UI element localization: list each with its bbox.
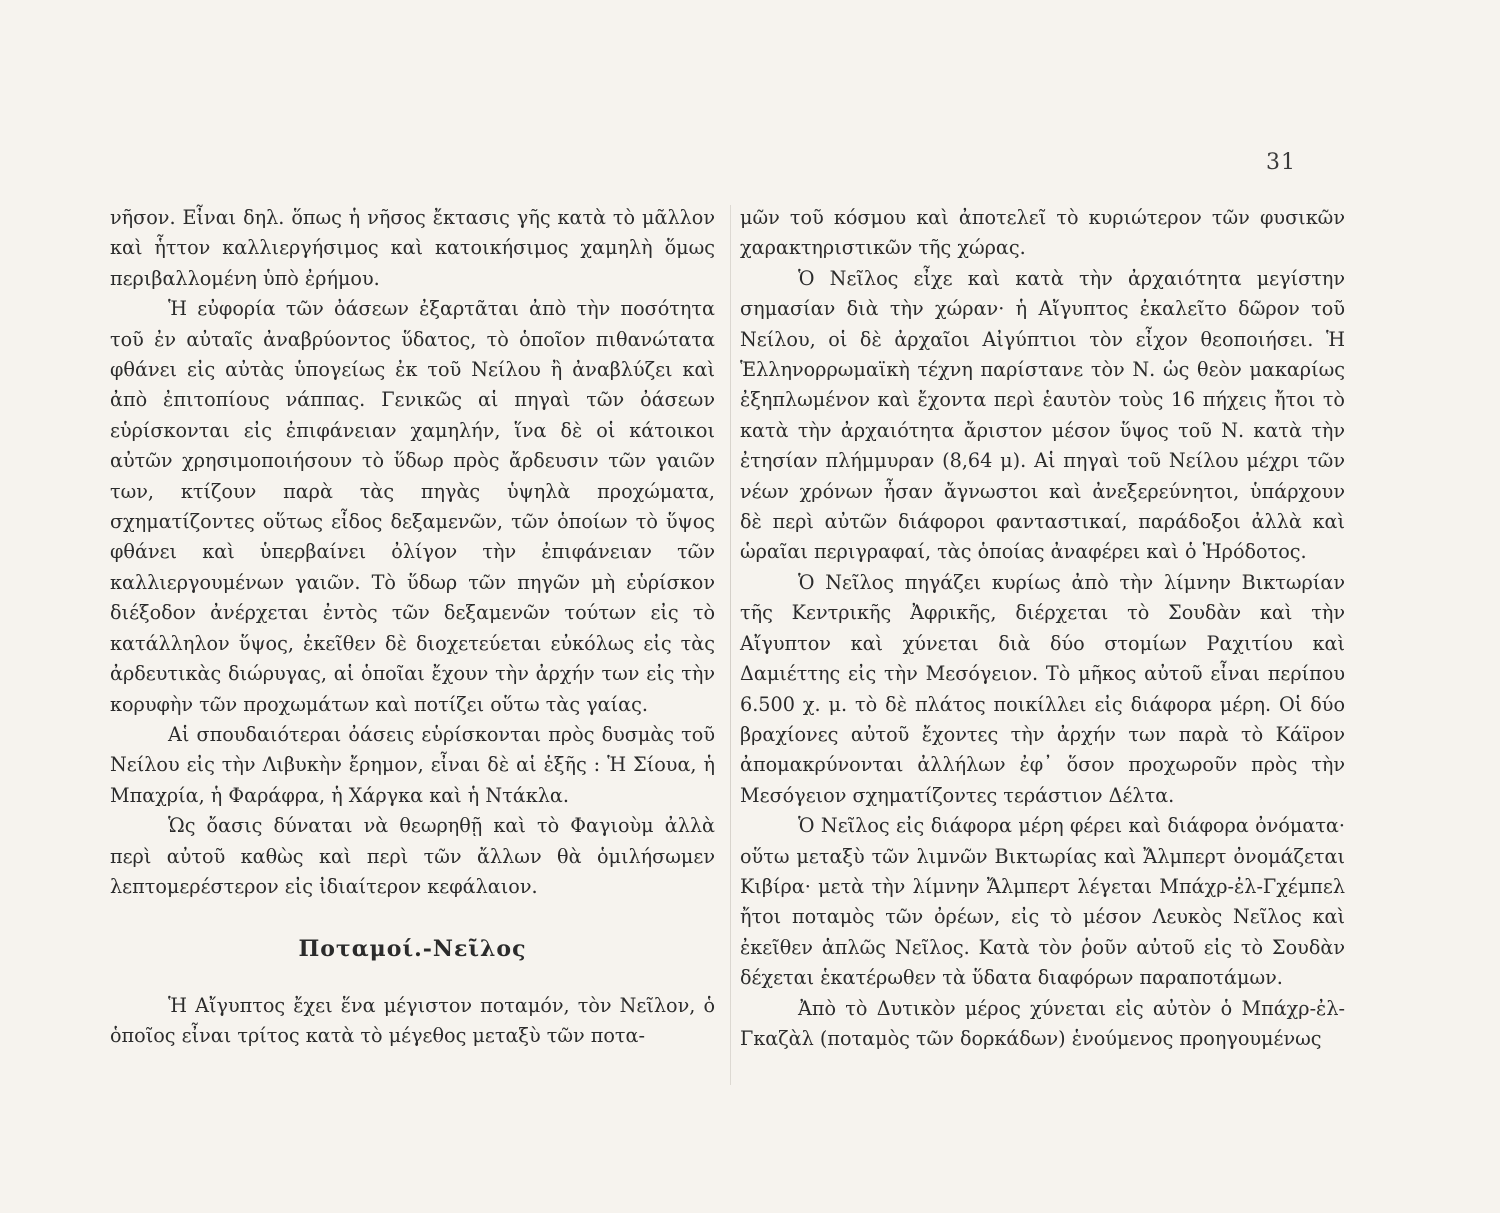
paragraph: Ὁ Νεῖλος πηγάζει κυρίως ἀπὸ τὴν λίμνην Βικτωρίαν τῆς Κεντρικῆς Ἀφρικῆς, διέρχεται τὸ Σουδὰν καὶ τὴν Αἴγυπτον καὶ χύνεται διὰ δύο στομίων Ραχιτίου καὶ Δαμιέττης εἰς τὴν Μεσόγειον. Τὸ μῆκος αὐτοῦ εἶναι περίπου 6.500 χ. μ. τὸ δὲ πλάτος ποικίλλει εἰς διάφορα μέρη. Οἱ δύο βραχίονες αὐτοῦ ἔχοντες τὴν ἀρχήν των παρὰ τὸ Κάϊρον ἀπομακρύνονται ἀλλήλων ἐφ᾽ ὅσον προχωροῦν πρὸς τὴν Μεσόγειον σχηματίζοντες τεράστιον Δέλτα. — [740, 570, 1345, 807]
paragraph: Ὁ Νεῖλος εἶχε καὶ κατὰ τὴν ἀρχαιότητα μεγίστην σημασίαν διὰ τὴν χώραν· ἡ Αἴγυπτος ἐκαλεῖτο δῶρον τοῦ Νείλου, οἱ δὲ ἀρχαῖοι Αἰγύπτιοι τὸν εἶχον θεοποιήσει. Ἡ Ἑλληνορρωμαϊκὴ τέχνη παρίστανε τὸν Ν. ὡς θεὸν μακαρίως ἐξηπλωμένον καὶ ἔχοντα περὶ ἑαυτὸν τοὺς 16 πήχεις ἤτοι τὸ κατὰ τὴν ἀρχαιότητα ἄριστον μέσον ὕψος τοῦ Ν. κατὰ τὴν ἐτησίαν πλήμμυραν (8,64 μ). Αἱ πηγαὶ τοῦ Νείλου μέχρι τῶν νέων χρόνων ἦσαν ἄγνωστοι καὶ ἀνεξερεύνητοι, ὑπάρχουν δὲ περὶ αὐτῶν διάφοροι φανταστικαί, παράδοξοι ἀλλὰ καὶ ὡραῖαι περιγραφαί, τὰς ὁποίας ἀναφέρει καὶ ὁ Ἡρόδοτος. — [740, 266, 1345, 564]
paragraph: Αἱ σπουδαιότεραι ὀάσεις εὑρίσκονται πρὸς δυσμὰς τοῦ Νείλου εἰς τὴν Λιβυκὴν ἔρημον, εἶναι δὲ αἱ ἑξῆς : Ἡ Σίουα, ἡ Μπαχρία, ἡ Φαράφρα, ἡ Χάργκα καὶ ἡ Ντάκλα. — [110, 722, 715, 807]
section-heading: Ποταμοί.-Νεῖλος — [298, 936, 527, 963]
paragraph: Ἡ εὐφορία τῶν ὀάσεων ἐξαρτᾶται ἀπὸ τὴν ποσότητα τοῦ ἐν αὐταῖς ἀναβρύοντος ὕδατος, τὸ ὁποῖον πιθανώτατα φθάνει εἰς αὐτὰς ὑπογείως ἐκ τοῦ Νείλου ἢ ἀναβλύζει καὶ ἀπὸ ἐπιτοπίους νάππας. Γενικῶς αἱ πηγαὶ τῶν ὀάσεων εὑρίσκονται εἰς ἐπιφάνειαν χαμηλήν, ἵνα δὲ οἱ κάτοικοι αὐτῶν χρησιμοποιήσουν τὸ ὕδωρ πρὸς ἄρδευσιν τῶν γαιῶν των, κτίζουν παρὰ τὰς πηγὰς ὑψηλὰ προχώματα, σχηματίζοντες οὕτως εἶδος δεξαμενῶν, τῶν ὁποίων τὸ ὕψος φθάνει καὶ ὑπερβαίνει ὀλίγον τὴν ἐπιφάνειαν τῶν καλλιεργουμένων γαιῶν. Τὸ ὕδωρ τῶν πηγῶν μὴ εὑρίσκον διέξοδον ἀνέρχεται ἐντὸς τῶν δεξαμενῶν τούτων εἰς τὸ κατάλληλον ὕψος, ἐκεῖθεν δὲ διοχετεύεται εὐκόλως εἰς τὰς ἀρδευτικὰς διώρυγας, αἱ ὁποῖαι ἔχουν τὴν ἀρχήν των εἰς τὴν κορυφὴν τῶν προχωμάτων καὶ ποτίζει οὕτω τὰς γαίας. — [110, 297, 715, 716]
left-column — [110, 203, 715, 1052]
paragraph: μῶν τοῦ κόσμου καὶ ἀποτελεῖ τὸ κυριώτερον τῶν φυσικῶν χαρακτηριστικῶν τῆς χώρας. — [740, 206, 1345, 260]
paragraph: Ὁ Νεῖλος εἰς διάφορα μέρη φέρει καὶ διάφορα ὀνόματα· οὕτω μεταξὺ τῶν λιμνῶν Βικτωρίας καὶ Ἄλμπερτ ὀνομάζεται Κιβίρα· μετὰ τὴν λίμνην Ἄλμπερτ λέγεται Μπάχρ-ἐλ-Γχέμπελ ἤτοι ποταμὸς τῶν ὀρέων, εἰς τὸ μέσον Λευκὸς Νεῖλος καὶ ἐκεῖθεν ἁπλῶς Νεῖλος. Κατὰ τὸν ῥοῦν αὐτοῦ εἰς τὸ Σουδὰν δέχεται ἑκατέρωθεν τὰ ὕδατα διαφόρων παραποτάμων. — [740, 814, 1345, 990]
page-number: 31 — [1266, 150, 1296, 175]
paragraph: Ἡ Αἴγυπτος ἔχει ἕνα μέγιστον ποταμόν, τὸν Νεῖλον, ὁ ὁποῖος εἶναι τρίτος κατὰ τὸ μέγεθος μεταξὺ τῶν ποτα- — [110, 993, 715, 1048]
paragraph: Ὡς ὄασις δύναται νὰ θεωρηθῇ καὶ τὸ Φαγιοὺμ ἀλλὰ περὶ αὐτοῦ καθὼς καὶ περὶ τῶν ἄλλων θὰ ὁμιλήσωμεν λεπτομερέστερον εἰς ἰδιαίτερον κεφάλαιον. — [110, 814, 715, 898]
paragraph: Ἀπὸ τὸ Δυτικὸν μέρος χύνεται εἰς αὐτὸν ὁ Μπάχρ-ἐλ-Γκαζὰλ (ποταμὸς τῶν δορκάδων) ἑνούμενος προηγουμένως — [740, 996, 1345, 1050]
column-divider — [730, 205, 731, 1085]
right-column — [740, 203, 1345, 1054]
paragraph: νῆσον. Εἶναι δηλ. ὅπως ἡ νῆσος ἔκτασις γῆς κατὰ τὸ μᾶλλον καὶ ἧττον καλλιεργήσιμος καὶ κατοικήσιμος χαμηλὴ ὅμως περιβαλλομένη ὑπὸ ἐρήμου. — [110, 206, 715, 290]
